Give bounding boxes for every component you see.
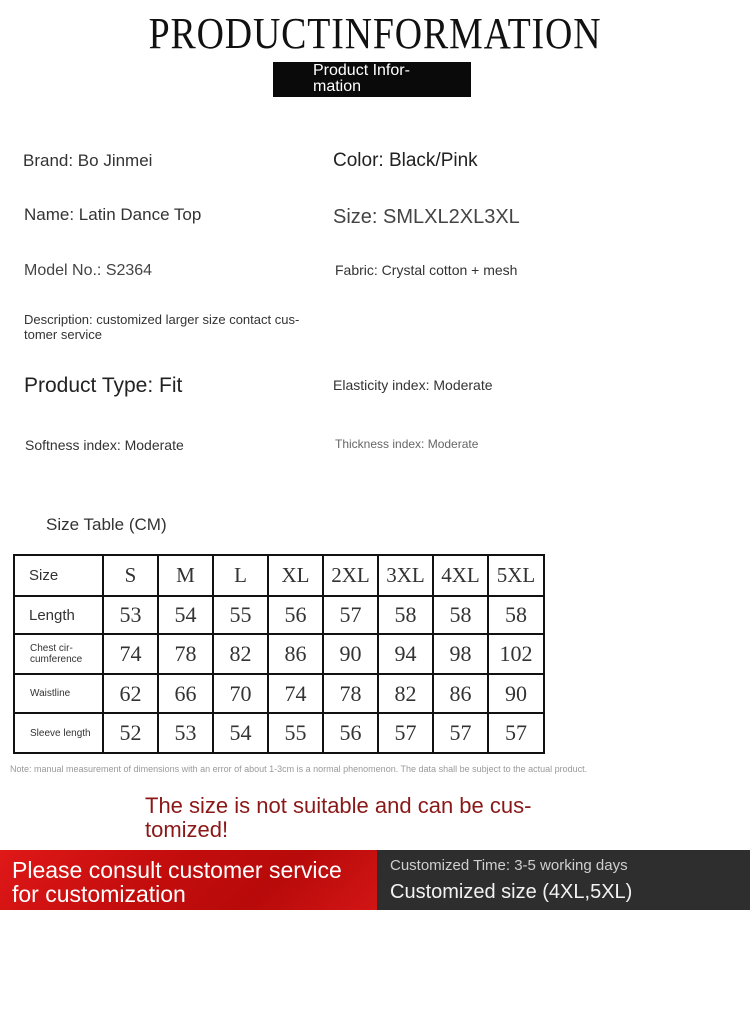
customized-time: Customized Time: 3-5 working days: [390, 857, 628, 874]
size-table: [13, 554, 545, 754]
customized-size: Customized size (4XL,5XL): [390, 881, 633, 903]
table-cell: 56: [268, 596, 323, 634]
page-title: PRODUCTINFORMATION: [148, 9, 602, 58]
table-header-label: Size: [14, 555, 103, 596]
table-cell: 55: [268, 713, 323, 753]
brand-info: Brand: Bo Jinmei: [23, 151, 153, 170]
title-bar-label: Product Infor- mation: [313, 62, 410, 95]
customization-notice: The size is not suitable and can be cus- tomized!: [145, 793, 532, 842]
table-cell: 86: [268, 634, 323, 674]
table-cell: 58: [488, 596, 544, 634]
title-bar: [273, 62, 471, 97]
elasticity-info: Elasticity index: Moderate: [333, 377, 493, 393]
size-cell: 4XL: [433, 555, 488, 596]
size-cell: XL: [268, 555, 323, 596]
table-cell: 82: [213, 634, 268, 674]
table-cell: 58: [378, 596, 433, 634]
table-cell: 70: [213, 674, 268, 713]
row-label: Waistline: [14, 674, 103, 713]
table-cell: 54: [158, 596, 213, 634]
size-cell: L: [213, 555, 268, 596]
table-cell: 90: [488, 674, 544, 713]
table-cell: 86: [433, 674, 488, 713]
size-cell: S: [103, 555, 158, 596]
table-cell: 54: [213, 713, 268, 753]
table-cell: 57: [378, 713, 433, 753]
size-cell: 2XL: [323, 555, 378, 596]
table-cell: 57: [433, 713, 488, 753]
table-cell: 62: [103, 674, 158, 713]
softness-info: Softness index: Moderate: [25, 437, 184, 453]
model-info: Model No.: S2364: [24, 262, 153, 279]
size-cell: 3XL: [378, 555, 433, 596]
size-cell: 5XL: [488, 555, 544, 596]
size-cell: M: [158, 555, 213, 596]
table-row: [14, 674, 544, 713]
size-table-title: Size Table (CM): [46, 515, 167, 534]
table-cell: 98: [433, 634, 488, 674]
table-cell: 102: [488, 634, 544, 674]
table-cell: 57: [323, 596, 378, 634]
color-info: Color: Black/Pink: [333, 150, 478, 171]
table-cell: 66: [158, 674, 213, 713]
consult-banner: [0, 850, 377, 910]
table-cell: 78: [158, 634, 213, 674]
description-info: Description: customized larger size contact cus- tomer service: [24, 312, 300, 342]
thickness-info: Thickness index: Moderate: [335, 437, 479, 451]
table-cell: 82: [378, 674, 433, 713]
table-row: [14, 596, 544, 634]
table-cell: 74: [103, 634, 158, 674]
product-type-info: Product Type: Fit: [24, 374, 183, 397]
size-info: Size: SMLXL2XL3XL: [333, 206, 520, 228]
table-cell: 94: [378, 634, 433, 674]
table-cell: 57: [488, 713, 544, 753]
table-cell: 52: [103, 713, 158, 753]
fabric-info: Fabric: Crystal cotton + mesh: [335, 262, 518, 278]
table-cell: 55: [213, 596, 268, 634]
table-cell: 78: [323, 674, 378, 713]
table-cell: 53: [103, 596, 158, 634]
consult-banner-text: Please consult customer service for customization: [12, 857, 342, 907]
table-cell: 56: [323, 713, 378, 753]
name-info: Name: Latin Dance Top: [24, 205, 202, 224]
table-row: [14, 634, 544, 674]
row-label: Length: [14, 596, 103, 634]
table-header-row: [14, 555, 544, 596]
row-label: Chest cir- cumference: [14, 634, 103, 674]
row-label: Sleeve length: [14, 713, 103, 753]
measurement-note: Note: manual measurement of dimensions with an error of about 1-3cm is a normal phenomenon. The data shall be subject to the actual product.: [10, 764, 588, 774]
table-cell: 90: [323, 634, 378, 674]
table-cell: 74: [268, 674, 323, 713]
customization-details-banner: [377, 850, 750, 910]
table-row: [14, 713, 544, 753]
table-cell: 58: [433, 596, 488, 634]
table-cell: 53: [158, 713, 213, 753]
